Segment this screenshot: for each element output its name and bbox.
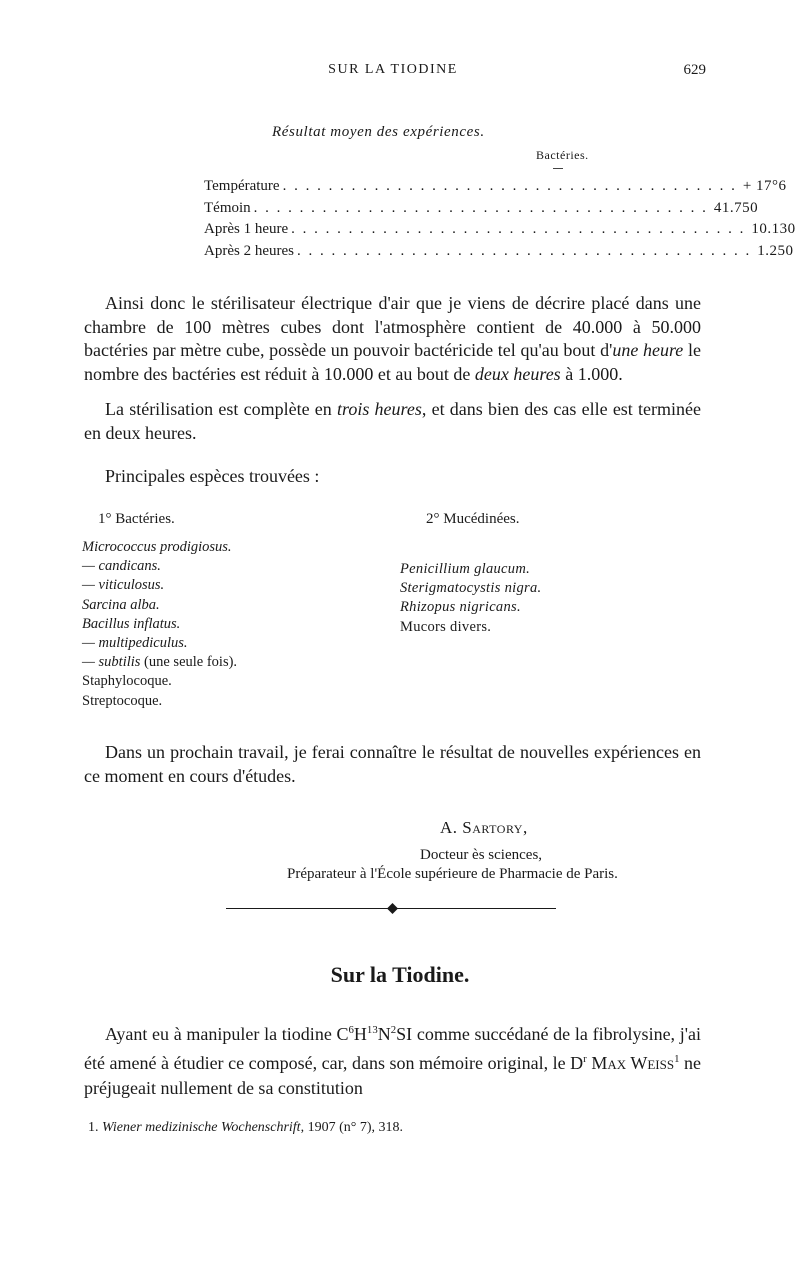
article-text-6: ne préjugeait nullement de sa constitution xyxy=(84,1053,702,1098)
results-row-value: 1.250 xyxy=(757,242,794,259)
signature-surname: artory xyxy=(472,818,523,837)
leader-dots: . . . . . . . . . . . . . . . . . . . . . . . . . . . . . . . . . . . . . . . . xyxy=(282,178,737,194)
results-row xyxy=(204,242,794,265)
paragraph-2 xyxy=(84,398,701,445)
bacteria-list xyxy=(82,538,237,711)
results-row-label: Température xyxy=(204,178,280,194)
mucedinees-list xyxy=(400,560,541,637)
species-item xyxy=(82,615,237,634)
separator-diamond-icon xyxy=(387,903,398,914)
mucedinees-heading: 2° Mucédinées. xyxy=(426,511,520,527)
species-name: Micrococcus prodigiosus. xyxy=(82,539,232,555)
article-text-4: SI comme succédané de la fibrolysine, j'ai été amené à étudier ce composé, car, dans son mémoire original, le D xyxy=(84,1024,701,1073)
species-item xyxy=(400,618,541,637)
doctor-abbrev-sup: r xyxy=(583,1053,587,1065)
species-item xyxy=(82,557,237,576)
signature-end: , xyxy=(522,818,528,837)
results-row-label: Après 2 heures xyxy=(204,242,294,259)
species-note: (une seule fois). xyxy=(140,654,238,671)
author-title: Docteur ès sciences, xyxy=(420,847,543,863)
species-item xyxy=(82,596,237,615)
species-item xyxy=(400,579,541,598)
unit-dash xyxy=(553,168,563,169)
para1-text-3: à 1.000. xyxy=(560,363,623,384)
results-row-value: 41.750 xyxy=(713,199,759,216)
species-title: Principales espèces trouvées : xyxy=(105,466,320,486)
species-name: — subtilis xyxy=(82,654,141,671)
article-paragraph xyxy=(84,1018,701,1101)
paragraph-1 xyxy=(84,292,701,386)
para2-emphasis: trois heures xyxy=(337,399,422,419)
species-item xyxy=(400,598,541,617)
para1-emphasis-2: deux heures xyxy=(474,363,561,384)
cited-author: Max Weiss xyxy=(591,1053,675,1073)
species-name: — candicans. xyxy=(82,558,161,575)
formula-sub-h: 13 xyxy=(366,1024,378,1036)
species-item xyxy=(82,576,237,595)
species-name: — multipediculus. xyxy=(82,635,188,652)
paragraph-3: Dans un prochain travail, je ferai connaître le résultat de nouvelles expériences en ce moment en cours d'études. xyxy=(84,742,701,786)
para2-text-1: La stérilisation est complète en xyxy=(105,399,337,419)
footnote xyxy=(88,1120,403,1136)
leader-dots: . . . . . . . . . . . . . . . . . . . . . . . . . . . . . . . . . . . . . . . . xyxy=(291,221,746,237)
results-title: Résultat moyen des expériences. xyxy=(272,124,485,140)
formula-sub-n: 2 xyxy=(390,1024,397,1036)
page-number: 629 xyxy=(683,62,706,78)
article-text-3: N xyxy=(377,1024,391,1044)
results-table xyxy=(204,178,796,264)
species-name: Rhizopus nigricans. xyxy=(400,599,521,616)
para1-emphasis-1: une heure xyxy=(612,340,684,360)
results-unit-label: Bactéries. xyxy=(536,148,589,162)
species-name: — viticulosus. xyxy=(82,577,165,594)
species-item xyxy=(82,692,237,711)
footnote-number: 1. xyxy=(88,1120,99,1135)
results-row-label: Après 1 heure xyxy=(204,221,289,237)
para2-text-2: , et dans bien des cas elle est terminée en deux heures. xyxy=(84,399,701,443)
footnote-journal: Wiener medizinische Wochenschrift xyxy=(102,1120,301,1135)
running-title: SUR LA TIODINE xyxy=(328,62,458,77)
article-title: Sur la Tiodine. xyxy=(330,962,470,987)
species-name: Bacillus inflatus. xyxy=(82,615,181,632)
results-row-label: Témoin xyxy=(204,199,251,216)
species-item xyxy=(82,672,237,691)
species-item xyxy=(82,653,237,672)
results-row xyxy=(204,221,796,243)
article-text-1: Ayant eu à manipuler la tiodine C xyxy=(105,1024,349,1044)
species-name: Penicillium glaucum. xyxy=(400,561,531,577)
author-affiliation: Préparateur à l'École supérieure de Pharmacie de Paris. xyxy=(287,866,618,882)
page-header xyxy=(80,62,706,86)
species-name: Mucors divers. xyxy=(400,618,492,635)
article-text-2: H xyxy=(353,1024,367,1044)
species-name: Staphylocoque. xyxy=(82,673,172,690)
results-row xyxy=(204,199,759,222)
footnote-ref[interactable]: 1 xyxy=(674,1053,680,1065)
species-item xyxy=(82,538,237,557)
author-signature xyxy=(440,818,528,838)
species-item xyxy=(400,560,541,579)
signature-initial: A. S xyxy=(440,818,473,837)
species-item xyxy=(82,634,237,653)
formula-sub-c: 6 xyxy=(348,1024,354,1036)
bacteria-heading: 1° Bactéries. xyxy=(98,511,175,527)
para1-text-2: le nombre des bactéries est réduit à 10.000 et au bout de xyxy=(84,340,701,384)
species-name: Streptocoque. xyxy=(82,692,163,709)
footnote-citation: , 1907 (n° 7), 318. xyxy=(300,1120,403,1135)
leader-dots: . . . . . . . . . . . . . . . . . . . . . . . . . . . . . . . . . . . . . . . . xyxy=(296,242,752,259)
species-name: Sterigmatocystis nigra. xyxy=(400,580,542,597)
results-row-value: 10.130 xyxy=(751,221,796,237)
leader-dots: . . . . . . . . . . . . . . . . . . . . . . . . . . . . . . . . . . . . . . . . xyxy=(253,199,708,216)
results-row xyxy=(204,178,787,200)
para1-text-1: Ainsi donc le stérilisateur électrique d'air que je viens de décrire placé dans une chambre de 100 mètres cubes dont l'atmosphère contient de 40.000 à 50.000 bactéries par mètre cube, possède un pouvoir bactéricide tel qu'au bout d' xyxy=(84,293,701,360)
species-name: Sarcina alba. xyxy=(82,596,160,613)
results-row-value: + 17°6 xyxy=(742,178,787,194)
